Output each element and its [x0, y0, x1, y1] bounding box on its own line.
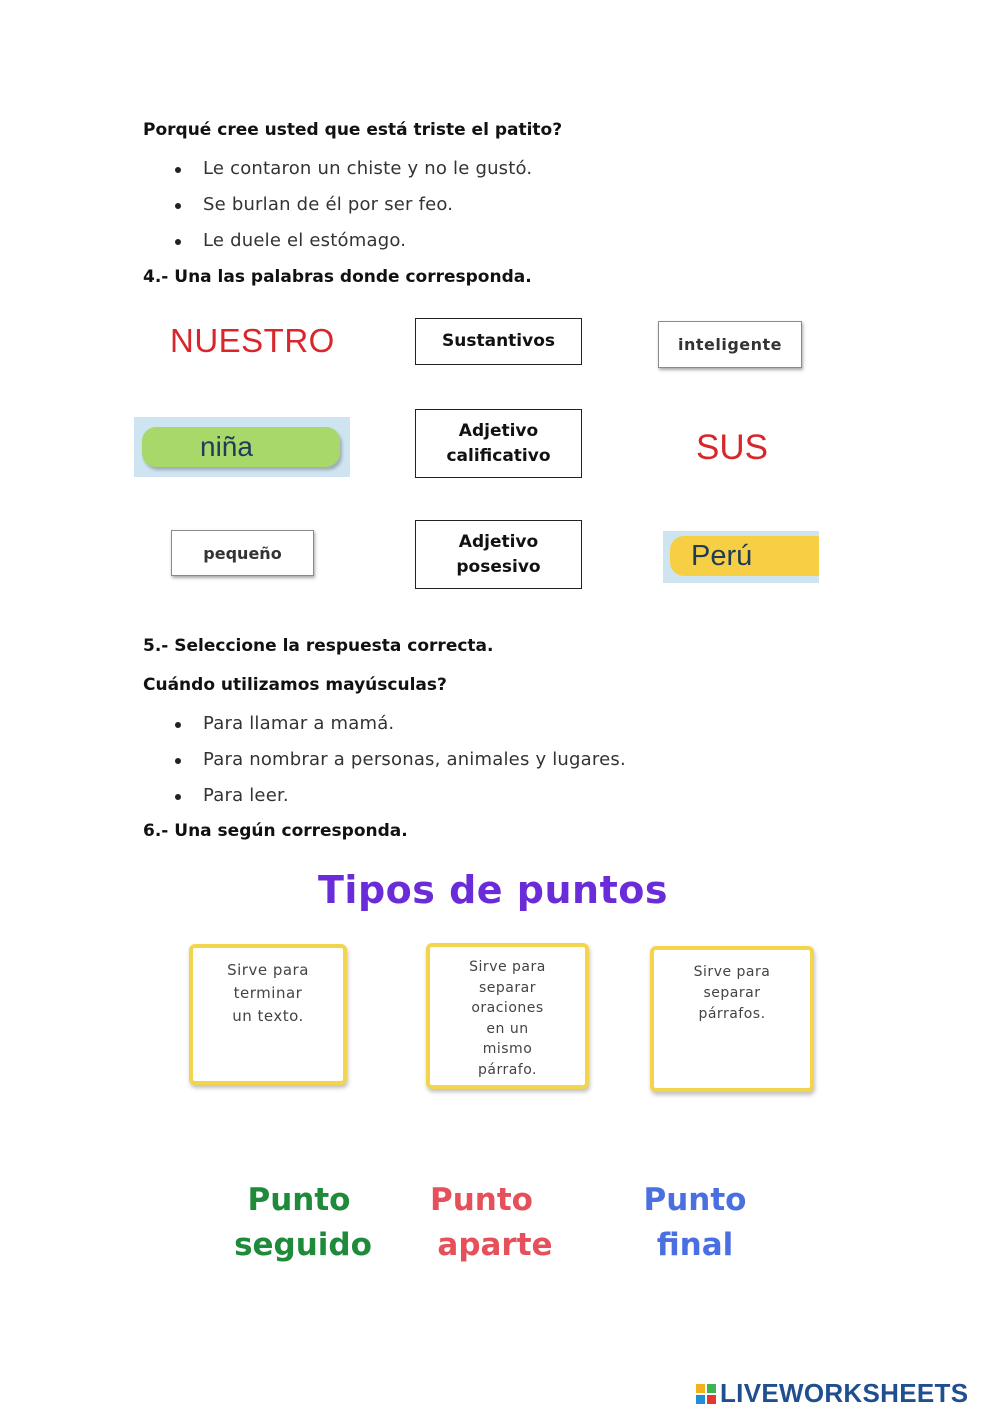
definition-3-line-3: párrafos.: [698, 1006, 766, 1022]
question-4-title: 4.- Una las palabras donde corresponda.: [143, 267, 532, 287]
punto-final-line-2: final: [656, 1227, 734, 1263]
q5-option-2[interactable]: Para nombrar a personas, animales y lugares.: [203, 749, 626, 770]
question-6-title: 6.- Una según corresponda.: [143, 821, 408, 841]
category-sustantivos-label: Sustantivos: [442, 331, 555, 351]
liveworksheets-logo: [696, 1378, 968, 1409]
definition-box-1[interactable]: [189, 944, 347, 1085]
word-nuestro[interactable]: NUESTRO: [170, 322, 335, 359]
definition-3-line-2: separar: [703, 985, 761, 1001]
question-3-text: Porqué cree usted que está triste el patito?: [143, 120, 563, 140]
word-inteligente-card[interactable]: [658, 321, 802, 368]
word-peru-pill: [670, 536, 819, 576]
word-pequeno: pequeño: [203, 543, 282, 563]
word-nina-card[interactable]: [134, 417, 350, 477]
tipos-de-puntos-heading: Tipos de puntos: [318, 868, 669, 912]
definition-2-line-4: en un: [486, 1020, 529, 1037]
word-nina: niña: [200, 431, 253, 462]
punto-aparte[interactable]: [425, 1178, 565, 1268]
category-adjetivo-calificativo[interactable]: [415, 409, 582, 478]
word-nina-pill: [142, 427, 340, 467]
definition-2-line-3: oraciones: [471, 1000, 544, 1016]
word-pequeno-card[interactable]: [171, 530, 314, 576]
punto-seguido-line-1: Punto: [247, 1182, 351, 1218]
liveworksheets-logo-icon: [696, 1384, 716, 1404]
q3-option-1[interactable]: Le contaron un chiste y no le gustó.: [203, 158, 533, 179]
q5-option-1[interactable]: Para llamar a mamá.: [203, 713, 395, 734]
word-peru-card[interactable]: [663, 531, 819, 583]
question-5-title: 5.- Seleccione la respuesta correcta.: [143, 636, 494, 656]
category-adjetivo-posesivo[interactable]: [415, 520, 582, 589]
definition-1-line-3: un texto.: [232, 1007, 304, 1025]
definition-box-3[interactable]: [650, 946, 814, 1092]
definition-3-line-1: Sirve para: [693, 964, 771, 980]
q5-option-3[interactable]: Para leer.: [203, 785, 289, 806]
definition-2-line-6: párrafo.: [477, 1061, 537, 1078]
category-adjetivo-posesivo-label: Adjetivo posesivo: [456, 531, 541, 577]
definition-2-line-2: separar: [479, 979, 536, 996]
punto-final-line-1: Punto: [643, 1182, 747, 1218]
word-peru: Perú: [691, 539, 753, 572]
category-sustantivos[interactable]: [415, 318, 582, 365]
definition-2-line-1: Sirve para: [469, 959, 546, 975]
definition-box-2[interactable]: [426, 943, 589, 1089]
liveworksheets-wordmark: LIVEWORKSHEETS: [720, 1378, 969, 1408]
punto-aparte-line-1: Punto: [430, 1182, 533, 1218]
punto-final[interactable]: [630, 1178, 760, 1268]
question-5-text: Cuándo utilizamos mayúsculas?: [143, 675, 447, 695]
punto-seguido-line-2: seguido: [234, 1227, 372, 1263]
word-inteligente: inteligente: [677, 335, 783, 354]
category-adjetivo-calificativo-label: Adjetivo calificativo: [446, 420, 551, 466]
q3-option-3[interactable]: Le duele el estómago.: [203, 230, 407, 251]
punto-seguido[interactable]: [228, 1178, 378, 1268]
definition-2-line-5: mismo: [482, 1041, 533, 1057]
q3-option-2[interactable]: Se burlan de él por ser feo.: [203, 194, 454, 215]
punto-aparte-line-2: aparte: [437, 1227, 553, 1263]
word-sus[interactable]: SUS: [696, 428, 768, 467]
definition-1-line-2: terminar: [233, 984, 303, 1002]
definition-1-line-1: Sirve para: [227, 961, 309, 979]
